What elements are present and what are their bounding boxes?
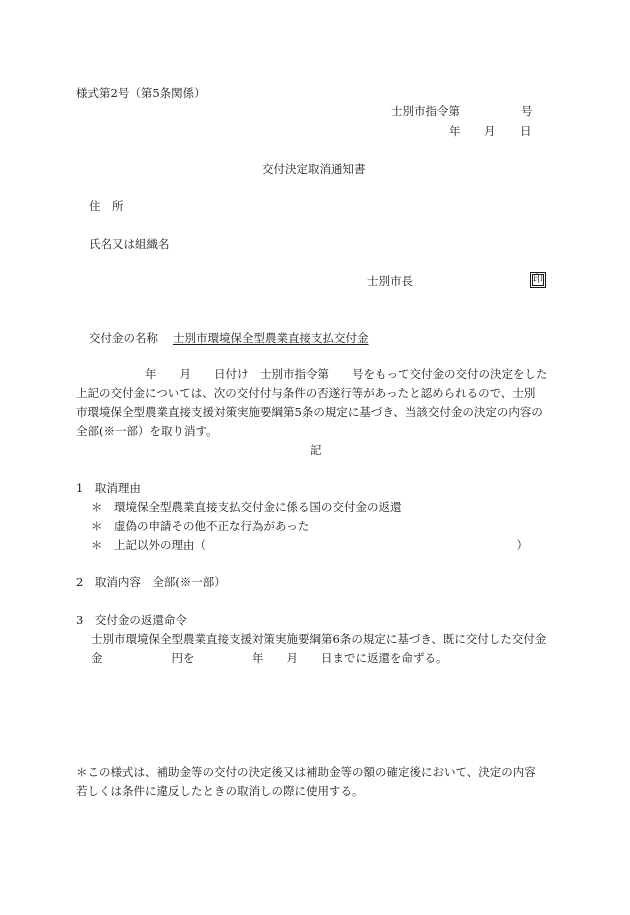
footnote-line-1: ＊この様式は、補助金等の交付の決定後又は補助金等の額の確定後において、決定の内容 — [76, 765, 536, 779]
seal-text: 印 — [533, 274, 543, 285]
body-line-2: 上記の交付金については、次の交付付与条件の否遂行等があったと認められるので、士別 — [76, 386, 536, 400]
body-line-3: 市環境保全型農業直接支援対策実施要綱第5条の規定に基づき、当該交付金の決定の内容の — [76, 405, 543, 419]
doc-number-prefix: 士別市指令第 — [391, 104, 460, 118]
body-line-1: 年 月 日付け 士別市指令第 号をもって交付金の交付の決定をした — [76, 367, 548, 381]
reason-item-2: ＊ 虚偽の申請その他不正な行為があった — [91, 519, 310, 533]
doc-number-suffix: 号 — [521, 104, 533, 118]
notice-body — [76, 365, 554, 441]
grant-name: 士別市環境保全型農業直接支払交付金 — [173, 331, 369, 345]
date-year: 年 — [449, 124, 461, 138]
issuer-name: 士別市長 — [367, 274, 413, 288]
section3-line-1: 士別市環境保全型農業直接支援対策実施要綱第6条の規定に基づき、既に交付した交付金 — [91, 632, 547, 646]
seal-mark — [530, 272, 546, 288]
section3-heading: 3 交付金の返還命令 — [76, 613, 187, 627]
section3-line-2: 金 円を 年 月 日までに返還を命ずる。 — [91, 651, 448, 665]
name-label: 氏名又は組織名 — [89, 237, 170, 251]
reason-item-1: ＊ 環境保全型農業直接支払交付金に係る国の交付金の返還 — [91, 500, 402, 514]
form-number: 様式第2号（第5条関係） — [76, 86, 206, 100]
date-month: 月 — [484, 124, 496, 138]
document-title: 交付決定取消通知書 — [262, 162, 366, 176]
address-label: 住 所 — [89, 199, 124, 213]
reason-item-3: ＊ 上記以外の理由（ ） — [91, 538, 528, 552]
footnote-line-2: 若しくは条件に違反したときの取消しの際に使用する。 — [76, 784, 364, 798]
section1-heading: 1 取消理由 — [76, 481, 141, 495]
body-line-4: 全部(※一部）を取り消す。 — [76, 424, 218, 438]
grant-label: 交付金の名称 — [89, 331, 158, 345]
date-day: 日 — [520, 124, 532, 138]
section2-heading: 2 取消内容 全部(※一部） — [76, 575, 226, 589]
ki-mark: 記 — [310, 443, 322, 457]
